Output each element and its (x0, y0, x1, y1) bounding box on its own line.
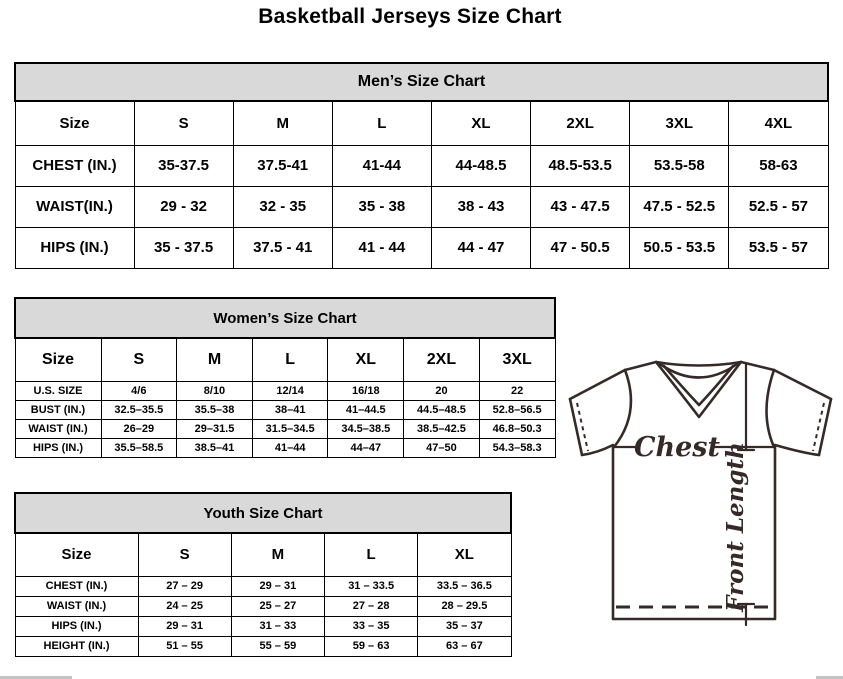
column-header: L (325, 533, 418, 576)
size-value-cell: 28 – 29.5 (418, 596, 511, 616)
size-value-cell: 29 – 31 (138, 616, 231, 636)
size-value-cell: 32 - 35 (233, 186, 332, 227)
table-row (15, 576, 511, 596)
table-row (15, 400, 555, 419)
size-value-cell: 41–44 (252, 438, 328, 457)
size-value-cell: 35 – 37 (418, 616, 511, 636)
table-row (15, 616, 511, 636)
size-value-cell: 25 – 27 (231, 596, 324, 616)
size-value-cell: 35 - 38 (332, 186, 431, 227)
row-label: HIPS (IN.) (15, 438, 101, 457)
size-value-cell: 55 – 59 (231, 636, 324, 656)
column-header: S (134, 101, 233, 145)
size-value-cell: 46.8–50.3 (479, 419, 555, 438)
column-header: 4XL (729, 101, 828, 145)
mens-table-title-row (15, 63, 828, 101)
column-header: M (177, 338, 253, 381)
front-length-measure-label: Front Length (722, 442, 749, 612)
youth-header-row (15, 533, 511, 576)
size-value-cell: 4/6 (101, 381, 177, 400)
size-value-cell: 47.5 - 52.5 (630, 186, 729, 227)
column-header: S (138, 533, 231, 576)
size-value-cell: 38–41 (252, 400, 328, 419)
table-row (15, 419, 555, 438)
size-value-cell: 41–44.5 (328, 400, 404, 419)
row-label: HEIGHT (IN.) (15, 636, 138, 656)
size-value-cell: 47–50 (404, 438, 480, 457)
mens-table-title: Men’s Size Chart (15, 63, 828, 101)
size-value-cell: 27 – 28 (325, 596, 418, 616)
row-label: BUST (IN.) (15, 400, 101, 419)
size-value-cell: 27 – 29 (138, 576, 231, 596)
size-value-cell: 52.5 - 57 (729, 186, 828, 227)
size-value-cell: 35-37.5 (134, 145, 233, 186)
mens-size-table (14, 62, 829, 269)
size-value-cell: 44.5–48.5 (404, 400, 480, 419)
youth-table-title: Youth Size Chart (15, 493, 511, 533)
mens-header-row (15, 101, 828, 145)
page-title: Basketball Jerseys Size Chart (258, 5, 562, 28)
table-row (15, 636, 511, 656)
size-value-cell: 26–29 (101, 419, 177, 438)
size-value-cell: 43 - 47.5 (531, 186, 630, 227)
column-header: XL (328, 338, 404, 381)
size-value-cell: 33 – 35 (325, 616, 418, 636)
size-value-cell: 24 – 25 (138, 596, 231, 616)
size-value-cell: 52.8–56.5 (479, 400, 555, 419)
size-value-cell: 16/18 (328, 381, 404, 400)
size-value-cell: 41 - 44 (332, 227, 431, 268)
size-value-cell: 31.5–34.5 (252, 419, 328, 438)
column-header: L (332, 101, 431, 145)
size-value-cell: 37.5-41 (233, 145, 332, 186)
size-value-cell: 44–47 (328, 438, 404, 457)
table-row (15, 381, 555, 400)
table-row (15, 186, 828, 227)
size-value-cell: 35 - 37.5 (134, 227, 233, 268)
column-header: 2XL (404, 338, 480, 381)
row-label: CHEST (IN.) (15, 145, 134, 186)
size-value-cell: 32.5–35.5 (101, 400, 177, 419)
size-value-cell: 31 – 33.5 (325, 576, 418, 596)
size-value-cell: 34.5–38.5 (328, 419, 404, 438)
jersey-outline-icon (563, 355, 841, 647)
size-value-cell: 53.5-58 (630, 145, 729, 186)
size-value-cell: 59 – 63 (325, 636, 418, 656)
size-value-cell: 20 (404, 381, 480, 400)
size-value-cell: 22 (479, 381, 555, 400)
chest-measure-label: Chest (634, 432, 720, 463)
table-row (15, 438, 555, 457)
size-value-cell: 35.5–38 (177, 400, 253, 419)
size-value-cell: 58-63 (729, 145, 828, 186)
column-header: S (101, 338, 177, 381)
column-header: 3XL (630, 101, 729, 145)
table-row (15, 596, 511, 616)
column-header: M (233, 101, 332, 145)
size-value-cell: 63 – 67 (418, 636, 511, 656)
column-header: 3XL (479, 338, 555, 381)
size-value-cell: 29–31.5 (177, 419, 253, 438)
size-value-cell: 29 - 32 (134, 186, 233, 227)
womens-header-row (15, 338, 555, 381)
womens-size-table (14, 297, 556, 458)
column-header: M (231, 533, 324, 576)
size-value-cell: 33.5 – 36.5 (418, 576, 511, 596)
column-header: Size (15, 533, 138, 576)
table-row (15, 145, 828, 186)
size-value-cell: 31 – 33 (231, 616, 324, 636)
size-value-cell: 38 - 43 (431, 186, 530, 227)
womens-table-title-row (15, 298, 555, 338)
size-value-cell: 35.5–58.5 (101, 438, 177, 457)
column-header: XL (431, 101, 530, 145)
size-value-cell: 50.5 - 53.5 (630, 227, 729, 268)
youth-size-table (14, 492, 512, 657)
column-header: Size (15, 338, 101, 381)
table-row (15, 227, 828, 268)
row-label: U.S. SIZE (15, 381, 101, 400)
size-value-cell: 48.5-53.5 (531, 145, 630, 186)
size-value-cell: 8/10 (177, 381, 253, 400)
size-value-cell: 54.3–58.3 (479, 438, 555, 457)
size-value-cell: 38.5–41 (177, 438, 253, 457)
jersey-measurement-diagram (563, 355, 841, 647)
row-label: WAIST(IN.) (15, 186, 134, 227)
column-header: 2XL (531, 101, 630, 145)
column-header: XL (418, 533, 511, 576)
row-label: WAIST (IN.) (15, 596, 138, 616)
row-label: HIPS (IN.) (15, 227, 134, 268)
size-value-cell: 12/14 (252, 381, 328, 400)
size-value-cell: 51 – 55 (138, 636, 231, 656)
row-label: CHEST (IN.) (15, 576, 138, 596)
row-label: HIPS (IN.) (15, 616, 138, 636)
size-value-cell: 47 - 50.5 (531, 227, 630, 268)
size-value-cell: 44-48.5 (431, 145, 530, 186)
row-label: WAIST (IN.) (15, 419, 101, 438)
womens-table-title: Women’s Size Chart (15, 298, 555, 338)
size-value-cell: 41-44 (332, 145, 431, 186)
youth-table-title-row (15, 493, 511, 533)
column-header: Size (15, 101, 134, 145)
size-value-cell: 37.5 - 41 (233, 227, 332, 268)
size-value-cell: 53.5 - 57 (729, 227, 828, 268)
column-header: L (252, 338, 328, 381)
size-value-cell: 29 – 31 (231, 576, 324, 596)
size-value-cell: 44 - 47 (431, 227, 530, 268)
size-value-cell: 38.5–42.5 (404, 419, 480, 438)
